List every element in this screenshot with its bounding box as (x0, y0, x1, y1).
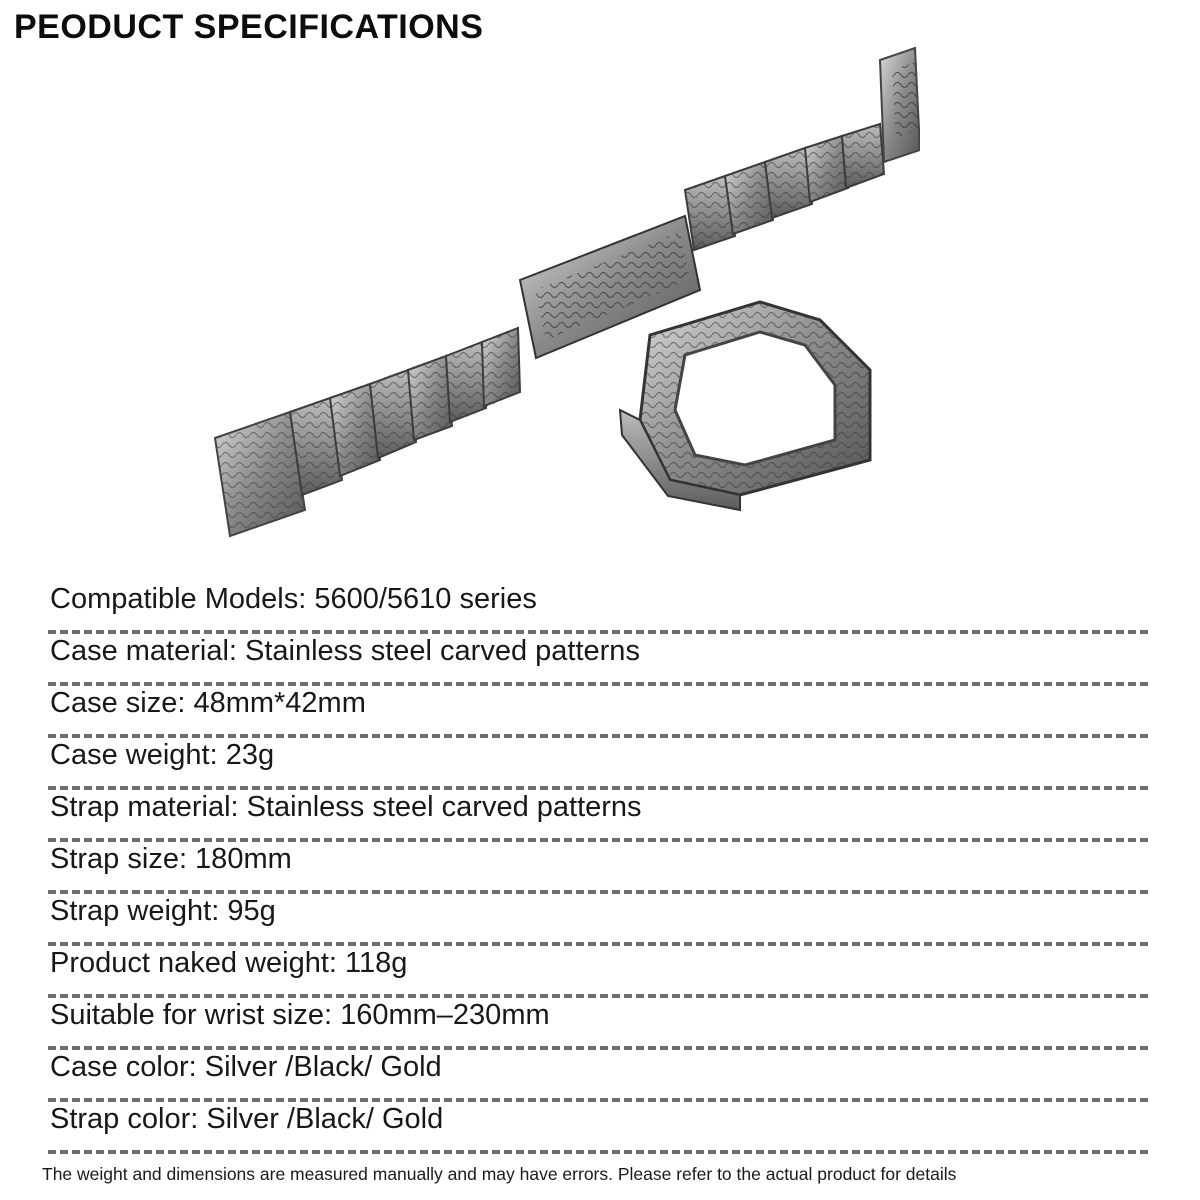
spec-text: Case size: 48mm*42mm (50, 687, 366, 719)
spec-text: Case material: Stainless steel carved patterns (50, 635, 640, 667)
spec-text: Case color: Silver /Black/ Gold (50, 1051, 442, 1083)
spec-text: Strap material: Stainless steel carved patterns (50, 791, 642, 823)
page-title: PEODUCT SPECIFICATIONS (14, 8, 484, 46)
spec-compatible-models (48, 582, 1148, 634)
spec-case-material (48, 634, 1148, 686)
spec-case-color (48, 1050, 1148, 1102)
watch-strap-and-case-image (180, 40, 920, 550)
spec-text: Product naked weight: 118g (50, 947, 408, 979)
disclaimer-note: The weight and dimensions are measured manually and may have errors. Please refer to the actual product for details (42, 1164, 957, 1184)
watch-case-bezel (620, 302, 870, 510)
spec-text: Strap color: Silver /Black/ Gold (50, 1103, 444, 1135)
spec-text: Compatible Models: 5600/5610 series (50, 583, 537, 615)
spec-text: Case weight: 23g (50, 739, 275, 771)
spec-strap-size (48, 842, 1148, 894)
spec-text: Strap size: 180mm (50, 843, 292, 875)
spec-wrist-size (48, 998, 1148, 1050)
spec-strap-color (48, 1102, 1148, 1154)
specifications-list (48, 582, 1148, 1154)
spec-case-size (48, 686, 1148, 738)
spec-case-weight (48, 738, 1148, 790)
spec-strap-weight (48, 894, 1148, 946)
spec-naked-weight (48, 946, 1148, 998)
spec-text: Strap weight: 95g (50, 895, 276, 927)
spec-strap-material (48, 790, 1148, 842)
spec-text: Suitable for wrist size: 160mm–230mm (50, 999, 550, 1031)
